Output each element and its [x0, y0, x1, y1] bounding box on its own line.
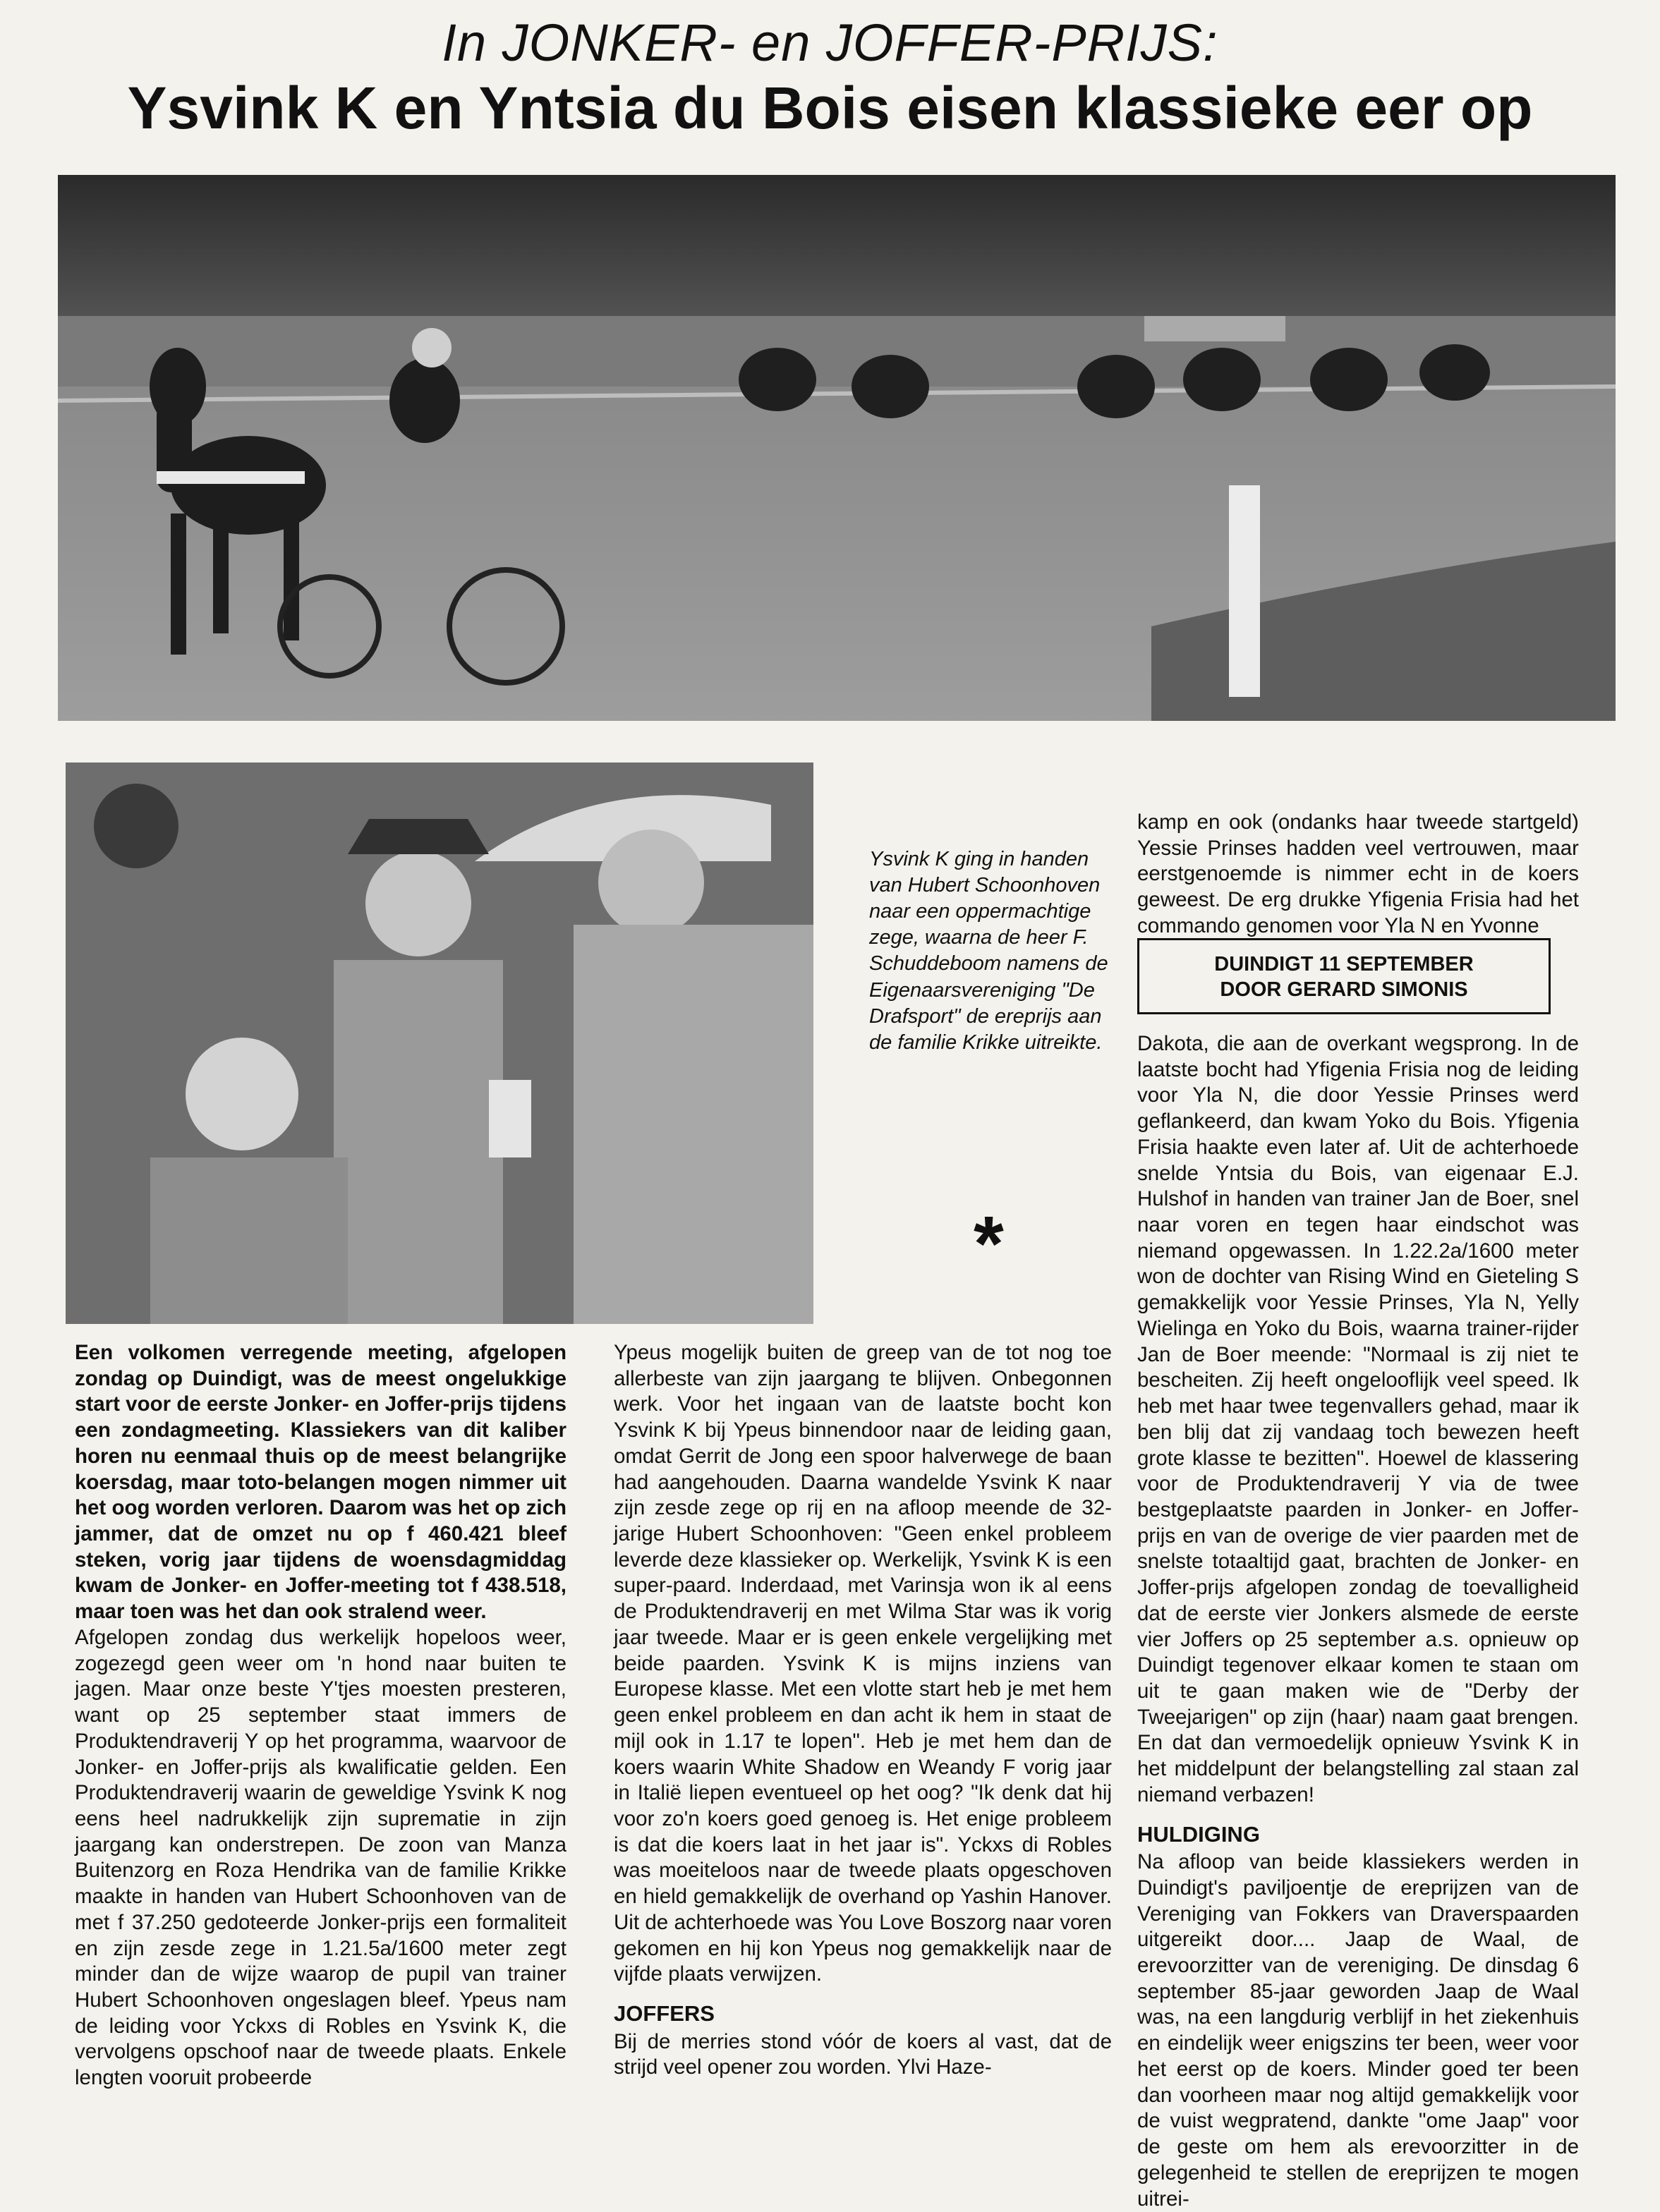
column-2 [614, 1340, 1112, 2081]
body-paragraph: Afgelopen zondag dus werkelijk hopeloos weer, zogezegd geen weer om 'n hond naar buiten te jagen. Maar onze beste Y'tjes moesten presteren, want op 25 september staat immers de Produktendraverij Y op het programma, waarvoor de Jonker- en Joffer-prijs als kwalificatie gelden. Een Produktendraverij waarin de geweldige Ysvink K nog eens heel nadrukkelijk zijn suprematie in zijn jaargang kan onderstrepen. De zoon van Manza Buitenzorg en Roza Hendrika van de familie Krikke maakte in handen van Hubert Schoonhoven van de met f 37.250 gedoteerde Jonker-prijs een formaliteit en zijn zesde zege in 1.21.5a/1600 meter zegt minder dan de wijze waarop de pupil van trainer Hubert Schoonhoven ongeslagen bleef. Ypeus nam de leiding voor Yckxs di Robles en Ysvink K, die vervolgens opschoof naar de tweede plaats. Enkele lengten vooruit probeerde [75, 1625, 567, 2090]
section-heading-huldiging: HULDIGING [1137, 1821, 1260, 1847]
race-photo [58, 175, 1616, 721]
dateline-author: DOOR GERARD SIMONIS [1220, 978, 1468, 1002]
article-kicker: In JONKER- en JOFFER-PRIJS: [442, 13, 1218, 72]
dateline-date: DUINDIGT 11 SEPTEMBER [1214, 953, 1474, 976]
section-separator: * [974, 1201, 1004, 1287]
column-3 [1137, 1031, 1579, 2212]
lead-paragraph: Een volkomen verregende meeting, afgelopen zondag op Duindigt, was de meest ongelukkige start voor de eerste Jonker- en Joffer-prijs tijdens een zondagmeeting. Klassiekers van dit kaliber horen nu eenmaal thuis op de meest belangrijke koersdag, maar toto-belangen mogen nimmer uit het oog worden verloren. Daarom was het op zich jammer, dat de omzet nu op f 460.421 bleef steken, vorig jaar tijdens de woensdagmiddag kwam de Jonker- en Joffer-meeting tot f 438.518, maar toen was het dan ook stralend weer. [75, 1341, 567, 1624]
body-paragraph: Bij de merries stond vóór de koers al vast, dat de strijd veel opener zou worden. Ylvi Haze- [614, 2029, 1112, 2079]
section-heading-joffers: JOFFERS [614, 2000, 715, 2026]
body-paragraph: Dakota, die aan de overkant wegsprong. In de laatste bocht had Yfigenia Frisia nog de leiding voor Yla N, die door Yessie Prinses werd geflankeerd, dan kwam Yoko du Bois. Yfigenia Frisia haakte even later af. Uit de achterhoede snelde Yntsia du Bois, van eigenaar E.J. Hulshof in handen van trainer Jan de Boer, snel naar voren en tegen haar eindschot was niemand opgewassen. In 1.22.2a/1600 meter won de dochter van Rising Wind en Gieteling S gemakkelijk voor Yessie Prinses, Yla N, Yelly Wielinga en Yoko du Bois, waarna trainer-rijder Jan de Boer meende: "Normaal is zij niet te bescheiten. Zij heeft ongelooflijk veel speed. Ik heb met haar twee tegenvallers gehad, maar ik ben blij dat zij vandaag toch bewezen heeft grote klasse te bezitten". Hoewel de klassering voor de Produktendraverij Y via de twee bestgeplaatste paarden in Jonker- en Joffer-prijs en van de overige de vier paarden met de snelste totaaltijd gaat, brachten de Jonker- en Joffer-prijs afgelopen zondag de toevalligheid dat de eerste vier Jonkers alsmede de eerste vier Joffers op 25 september a.s. opnieuw op Duindigt tegenover elkaar komen te staan om uit te gaan maken wie de "Derby der Tweejarigen" op zijn (haar) naam gaat brengen. En dat dan vermoedelijk opnieuw Ysvink K in het middelpunt der belangstelling zal staan zal niemand verbazen! [1137, 1032, 1579, 1806]
article-headline: Ysvink K en Yntsia du Bois eisen klassieke eer op [127, 75, 1533, 141]
column-3-top [1137, 810, 1579, 940]
column-1 [75, 1340, 567, 2091]
body-paragraph: Na afloop van beide klassiekers werden in Duindigt's paviljoentje de ereprijzen van de Vereniging van Fokkers van Draverspaarden uitgereikt door.... Jaap de Waal, de erevoorzitter van de vereniging. De dinsdag 6 september 85-jaar geworden Jaap de Waal was, na een langdurig verblijf in het ziekenhuis en eindelijk weer enigszins ter been, weer voor het eerst op de koers. Minder goed ter been dan voorheen maar nog altijd gemakkelijk voor de vuist wegpratend, dankte "ome Jaap" voor de geste om hem als erevoorzitter in de gelegenheid te stellen de ereprijzen te mogen uitrei- [1137, 1850, 1579, 2211]
body-paragraph: Ypeus mogelijk buiten de greep van de tot nog toe allerbeste van zijn jaargang te blijven. Onbegonnen werk. Voor het ingaan van de laatste bocht kon Ysvink K bij Ypeus binnendoor naar de leiding gaan, omdat Gerrit de Jong een spoor halverwege de baan had aangehouden. Daarna wandelde Ysvink K naar zijn zesde zege op rij en na afloop meende de 32-jarige Hubert Schoonhoven: "Geen enkel probleem leverde deze klassieker op. Werkelijk, Ysvink K is een super-paard. Inderdaad, met Varinsja won ik al eens de Produktendraverij en met Wilma Star was ik vorig jaar tweede. Maar er is geen enkele vergelijking met beide paarden. Ysvink K is mijns inziens van Europese klasse. Met een vlotte start heb je met hem geen enkel probleem en dan acht ik hem in staat de mijl ook in 1.17 te lopen". Heb je met hem dan de koers waarin White Shadow en Weandy F vorig jaar in Italië liepen eventueel op het oog? "Ik denk dat hij voor zo'n koers goed genoeg is. Het enige probleem is dat die koers laat in het jaar is". Yckxs di Robles was moeiteloos naar de tweede plaats opgeschoven en hield gemakkelijk de overhand op Yashin Hanover. Uit de achterhoede was You Love Boszorg naar voren gekomen en hij kon Ypeus nog gemakkelijk naar de vijfde plaats verwijzen. [614, 1341, 1112, 1986]
photo-caption: Ysvink K ging in handen van Hubert Schoonhoven naar een oppermachtige zege, waarna de heer F. Schuddeboom namens de Eigenaarsvereniging "De Drafsport" de ereprijs aan de familie Krikke uitreikte. [869, 848, 1108, 1054]
ceremony-photo [66, 762, 813, 1324]
body-paragraph: kamp en ook (ondanks haar tweede startgeld) Yessie Prinses hadden veel vertrouwen, maar eerstgenoemde is nimmer echt in de koers geweest. De erg drukke Yfigenia Frisia had het commando genomen voor Yla N en Yvonne [1137, 810, 1579, 937]
dateline-box [1137, 938, 1551, 1014]
